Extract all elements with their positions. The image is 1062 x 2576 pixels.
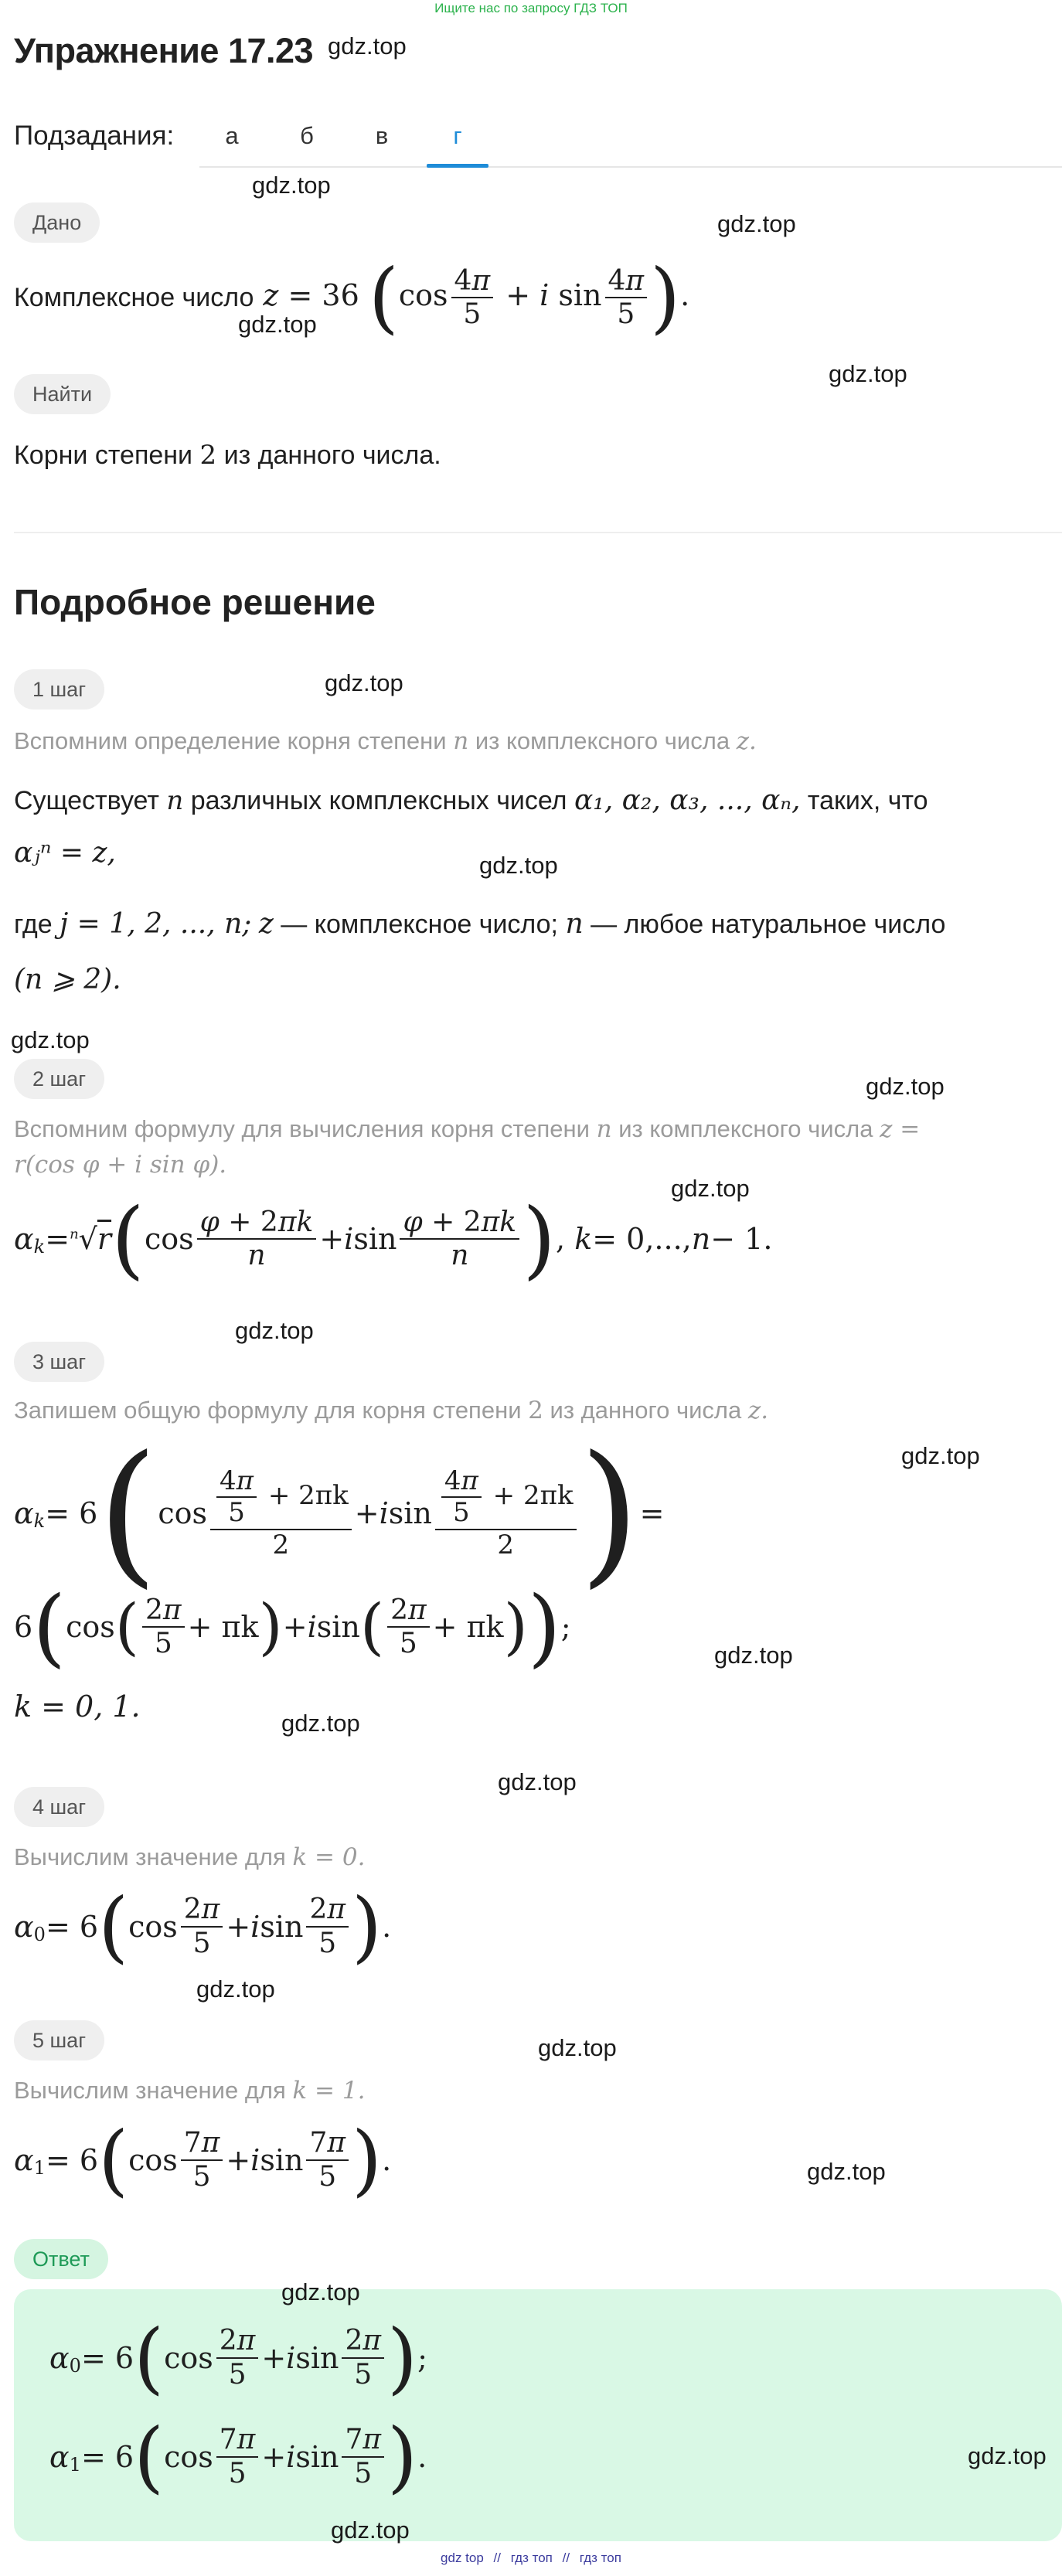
- step1-hint-before: Вспомним определение корня степени: [14, 727, 447, 754]
- step1-line3-j: j = 1, 2, ..., n;: [60, 908, 252, 940]
- given-badge: Дано: [14, 202, 100, 243]
- watermark: gdz.top: [829, 360, 907, 387]
- step3-formula2: 6 ( cos ( $\frac{2\pi}{5}$ + πk ) + i sin ( $\frac{2\pi}{5}$ + πk ) ) ;: [14, 1577, 571, 1676]
- watermark: gdz.top: [807, 2158, 886, 2185]
- step4-hint-formula: k = 0.: [292, 1843, 366, 1871]
- tab-a[interactable]: а: [225, 122, 239, 149]
- watermark: gdz.top: [538, 2034, 617, 2061]
- step1-line4: (n ⩾ 2).: [14, 964, 121, 995]
- footer-link[interactable]: гдз топ: [510, 2550, 553, 2565]
- watermark: gdz.top: [325, 669, 403, 696]
- step1-hint-z: z.: [736, 727, 757, 755]
- step2-hint-n: n: [596, 1115, 612, 1143]
- step5-hint-before: Вычислим значение для: [14, 2077, 286, 2104]
- find-text-before: Корни степени: [14, 441, 193, 470]
- step4-hint-before: Вычислим значение для: [14, 1843, 286, 1870]
- subtasks-tabs: [199, 105, 1062, 168]
- tab-g[interactable]: г: [427, 105, 488, 166]
- step5-hint-formula: k = 1.: [292, 2077, 366, 2105]
- answer-badge: Ответ: [14, 2239, 108, 2279]
- step2-hint-middle: из комплексного числа: [618, 1115, 873, 1142]
- step1-alpha-list: α₁, α₂, α₃, ..., αₙ,: [574, 784, 801, 816]
- step1-line1: [14, 782, 928, 819]
- step2-badge: 2 шаг: [14, 1059, 104, 1099]
- watermark: gdz.top: [866, 1073, 945, 1100]
- step2-hint-formula: z =: [880, 1115, 921, 1143]
- step1-line1-before: Существует: [14, 786, 159, 815]
- solution-heading: Подробное решение: [14, 582, 376, 622]
- step2-hint: [14, 1111, 920, 1147]
- footer-link[interactable]: гдз топ: [579, 2550, 621, 2565]
- step1-line3-z: z: [258, 908, 274, 940]
- given-formula: z = 36 (cos $\frac{4\pi}{5}$ + i sin $\frac{4\pi}{5}$ ).: [263, 252, 690, 342]
- watermark: gdz.top: [235, 1317, 314, 1344]
- step4-badge: 4 шаг: [14, 1787, 104, 1827]
- step3-hint-before: Запишем общую формулу для корня степени: [14, 1397, 522, 1424]
- footer-separator: //: [493, 2550, 501, 2565]
- footer-separator: //: [562, 2550, 570, 2565]
- step1-hint: [14, 723, 757, 759]
- watermark: gdz.top: [238, 311, 317, 338]
- step5-formula: α 1 = 6 ( cos $\frac{7\pi}{5}$ + i sin $\frac{7\pi}{5}$ ) .: [14, 2114, 392, 2205]
- watermark: gdz.top: [901, 1442, 980, 1469]
- watermark: gdz.top: [11, 1026, 90, 1053]
- watermark: gdz.top: [196, 1975, 275, 2003]
- step1-line1-n: n: [166, 785, 184, 816]
- step1-line2: αⱼⁿ = z,: [14, 837, 116, 869]
- footer-link[interactable]: gdz top: [441, 2550, 484, 2565]
- page-title: Упражнение 17.23: [14, 31, 314, 70]
- step3-formula1: α k = 6 ( cos $\frac{4\pi}{5}$ + 2πk 2 + i sin $\frac{4\pi}{5}$ + 2πk 2 ) =: [14, 1423, 665, 1603]
- step1-hint-n: n: [453, 727, 469, 755]
- tab-b[interactable]: б: [300, 122, 314, 149]
- answer-line2: α 1 = 6 ( cos $\frac{7\pi}{5}$ + i sin $\frac{7\pi}{5}$ ) .: [49, 2411, 427, 2502]
- watermark: gdz.top: [968, 2442, 1047, 2469]
- find-badge: Найти: [14, 374, 111, 414]
- step1-badge: 1 шаг: [14, 669, 104, 710]
- step4-hint: [14, 1839, 365, 1875]
- watermark: gdz.top: [328, 32, 407, 60]
- watermark: gdz.top: [717, 210, 796, 237]
- step3-badge: 3 шаг: [14, 1342, 104, 1382]
- step3-hint-after: из данного числа: [550, 1397, 742, 1424]
- divider: [14, 532, 1062, 533]
- step3-formula3: k = 0, 1.: [14, 1690, 141, 1724]
- step1-line3-before: где: [14, 910, 53, 939]
- footer: [0, 2550, 1062, 2566]
- step4-formula: α 0 = 6 ( cos $\frac{2\pi}{5}$ + i sin $\frac{2\pi}{5}$ ) .: [14, 1880, 392, 1972]
- watermark: gdz.top: [479, 852, 558, 879]
- watermark: gdz.top: [671, 1175, 750, 1202]
- find-text-after: из данного числа.: [223, 441, 441, 470]
- step1-line3-n: n: [565, 908, 584, 940]
- find-line: [14, 437, 441, 474]
- watermark: gdz.top: [331, 2516, 410, 2544]
- given-line: [14, 252, 690, 342]
- step2-formula: α k = $^n$√ r ( cos $\frac{\varphi + 2\pi k}{n}$ + i sin $\frac{\varphi + 2\pi k}{n}$ ) , k = 0,..., n − 1.: [14, 1189, 773, 1288]
- step2-hint-before: Вспомним формулу для вычисления корня степени: [14, 1115, 590, 1142]
- subtasks-label: Подзадания:: [14, 121, 175, 151]
- watermark: gdz.top: [498, 1768, 577, 1795]
- tab-v[interactable]: в: [375, 122, 389, 149]
- watermark: gdz.top: [714, 1642, 793, 1669]
- step5-badge: 5 шаг: [14, 2020, 104, 2060]
- step5-hint: [14, 2073, 365, 2108]
- given-text: Комплексное число: [14, 283, 254, 312]
- step1-line1-middle: различных комплексных чисел: [190, 786, 567, 815]
- watermark: gdz.top: [252, 172, 331, 199]
- step3-hint-number: 2: [528, 1397, 543, 1424]
- step1-line3-mid: — комплексное число;: [281, 910, 559, 939]
- step1-line1-after: таких, что: [807, 786, 928, 815]
- step1-line3-after: — любое натуральное число: [591, 910, 946, 939]
- step2-hint-formula2: r(cos φ + i sin φ).: [14, 1151, 227, 1179]
- answer-line1: α 0 = 6 ( cos $\frac{2\pi}{5}$ + i sin $\frac{2\pi}{5}$ ) ;: [49, 2312, 427, 2403]
- step1-hint-middle: из комплексного числа: [475, 727, 730, 754]
- watermark: gdz.top: [281, 2278, 360, 2305]
- watermark: gdz.top: [281, 1710, 360, 1737]
- find-number: 2: [199, 440, 217, 471]
- step1-line3: [14, 906, 945, 943]
- top-banner[interactable]: Ищите нас по запросу ГДЗ ТОП: [434, 1, 628, 15]
- step3-hint-z: z.: [747, 1397, 769, 1424]
